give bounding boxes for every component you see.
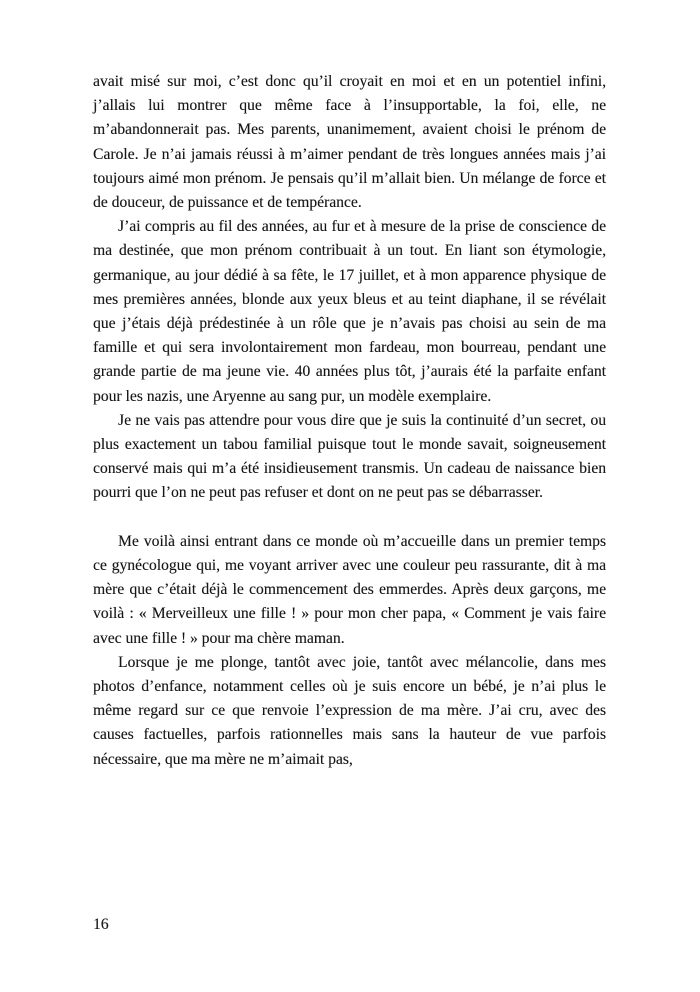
body-paragraph: avait misé sur moi, c’est donc qu’il croyait en moi et en un potentiel infini, j’allais lui montrer que même face à l’insupportable, la foi, elle, ne m’abandonnerait pas. Mes parents, unanimement, avaient choisi le prénom de Carole. Je n’ai jamais réussi à m’aimer pendant de très longues années mais j’ai toujours aimé mon prénom. Je pensais qu’il m’allait bien. Un mélange de force et de douceur, de puissance et de tempérance.	[93, 73, 606, 212]
body-paragraph: Lorsque je me plonge, tantôt avec joie, tantôt avec mélancolie, dans mes photos d’enfance, notamment celles où je suis encore un bébé, je n’ai plus le même regard sur ce que renvoie l’expression de ma mère. J’ai cru, avec des causes factuelles, parfois rationnelles mais sans la hauteur de vue parfois nécessaire, que ma mère ne m’aimait pas,	[93, 653, 606, 768]
body-text	[93, 70, 606, 772]
body-paragraph: Je ne vais pas attendre pour vous dire que je suis la continuité d’un secret, ou plus exactement un tabou familial puisque tout le monde savait, soigneusement conservé mais qui m’a été insidieusement transmis. Un cadeau de naissance bien pourri que l’on ne peut pas refuser et dont on ne peut pas se débarrasser.	[93, 411, 606, 502]
body-paragraph: J’ai compris au fil des années, au fur et à mesure de la prise de conscience de ma destinée, que mon prénom contribuait à un tout. En liant son étymologie, germanique, au jour dédié à sa fête, le 17 juillet, et à mon apparence physique de mes premières années, blonde aux yeux bleus et au teint diaphane, il se révélait que j’étais déjà prédestinée à un rôle que je n’avais pas choisi au sein de ma famille et qui sera involontairement mon fardeau, mon bourreau, pendant une grande partie de ma jeune vie. 40 années plus tôt, j’aurais été la parfaite enfant pour les nazis, une Aryenne au sang pur, un modèle exemplaire.	[93, 218, 606, 405]
page-number: 16	[93, 916, 109, 933]
body-paragraph: Me voilà ainsi entrant dans ce monde où m’accueille dans un premier temps ce gynécologue qui, me voyant arriver avec une couleur peu rassurante, dit à ma mère que c’était déjà le commencement des emmerdes. Après deux garçons, me voilà : « Merveilleux une fille ! » pour mon cher papa, « Comment je vais faire avec une fille ! » pour ma chère maman.	[93, 532, 606, 647]
